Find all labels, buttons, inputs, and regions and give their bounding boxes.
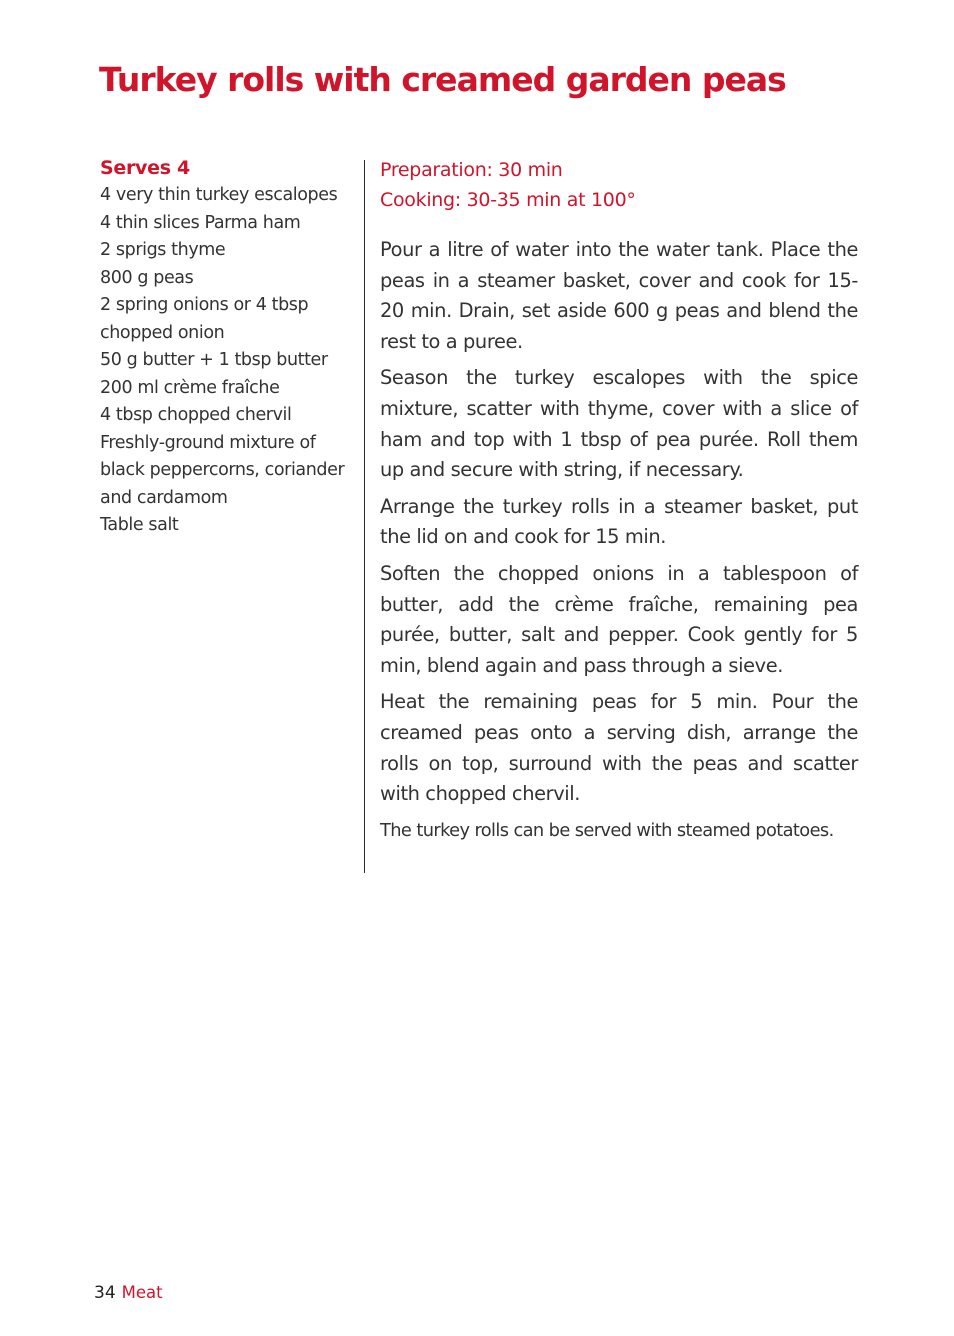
ingredient-item: 4 thin slices Parma ham — [100, 212, 301, 233]
ingredient-item: 800 g peas — [100, 267, 194, 288]
serving-note: The turkey rolls can be served with steamed potatoes. — [380, 819, 834, 841]
ingredient-item: black peppercorns, coriander — [100, 460, 345, 480]
ingredients-column — [100, 154, 358, 540]
method-column — [380, 155, 858, 852]
ingredient-item: 4 very thin turkey escalopes — [100, 185, 338, 205]
preparation-time: Preparation: 30 min — [380, 159, 563, 181]
serves-heading: Serves 4 — [100, 157, 190, 179]
method-step: Season the turkey escalopes with the spice mixture, scatter with thyme, cover with a slice of ham and top with 1 tbsp of pea purée. Roll them up and secure with string, if necessary. — [380, 366, 858, 482]
ingredient-item: 4 tbsp chopped chervil — [100, 405, 292, 425]
ingredient-item: Freshly-ground mixture of — [100, 432, 316, 453]
column-divider — [364, 160, 365, 873]
method-step: Soften the chopped onions in a tablespoon of butter, add the crème fraîche, remaining pea purée, butter, salt and pepper. Cook gently for 5 min, blend again and pass through a sieve. — [380, 561, 858, 677]
ingredient-item: 2 sprigs thyme — [100, 240, 226, 260]
section-name: Meat — [121, 1283, 163, 1302]
ingredients-list — [100, 182, 358, 540]
page-footer — [94, 1283, 163, 1303]
cooking-time: Cooking: 30-35 min at 100° — [380, 189, 636, 211]
page-number: 34 — [94, 1283, 116, 1303]
method-step: Pour a litre of water into the water tank. Place the peas in a steamer basket, cover and cook for 15-20 min. Drain, set aside 600 g peas and blend the rest to a puree. — [380, 238, 858, 353]
method-steps — [380, 235, 858, 846]
ingredient-item: 200 ml crème fraîche — [100, 377, 280, 398]
ingredient-item: 50 g butter + 1 tbsp butter — [100, 350, 328, 370]
method-step: Arrange the turkey rolls in a steamer basket, put the lid on and cook for 15 min. — [380, 494, 858, 549]
method-step: Heat the remaining peas for 5 min. Pour the creamed peas onto a serving dish, arrange the rolls on top, surround with the peas and scatter with chopped chervil. — [380, 690, 858, 806]
ingredient-item: chopped onion — [100, 322, 225, 343]
ingredient-item: 2 spring onions or 4 tbsp — [100, 295, 309, 315]
page-title: Turkey rolls with creamed garden peas — [99, 60, 786, 99]
ingredient-item: and cardamom — [100, 487, 228, 508]
ingredient-item: Table salt — [100, 515, 179, 535]
